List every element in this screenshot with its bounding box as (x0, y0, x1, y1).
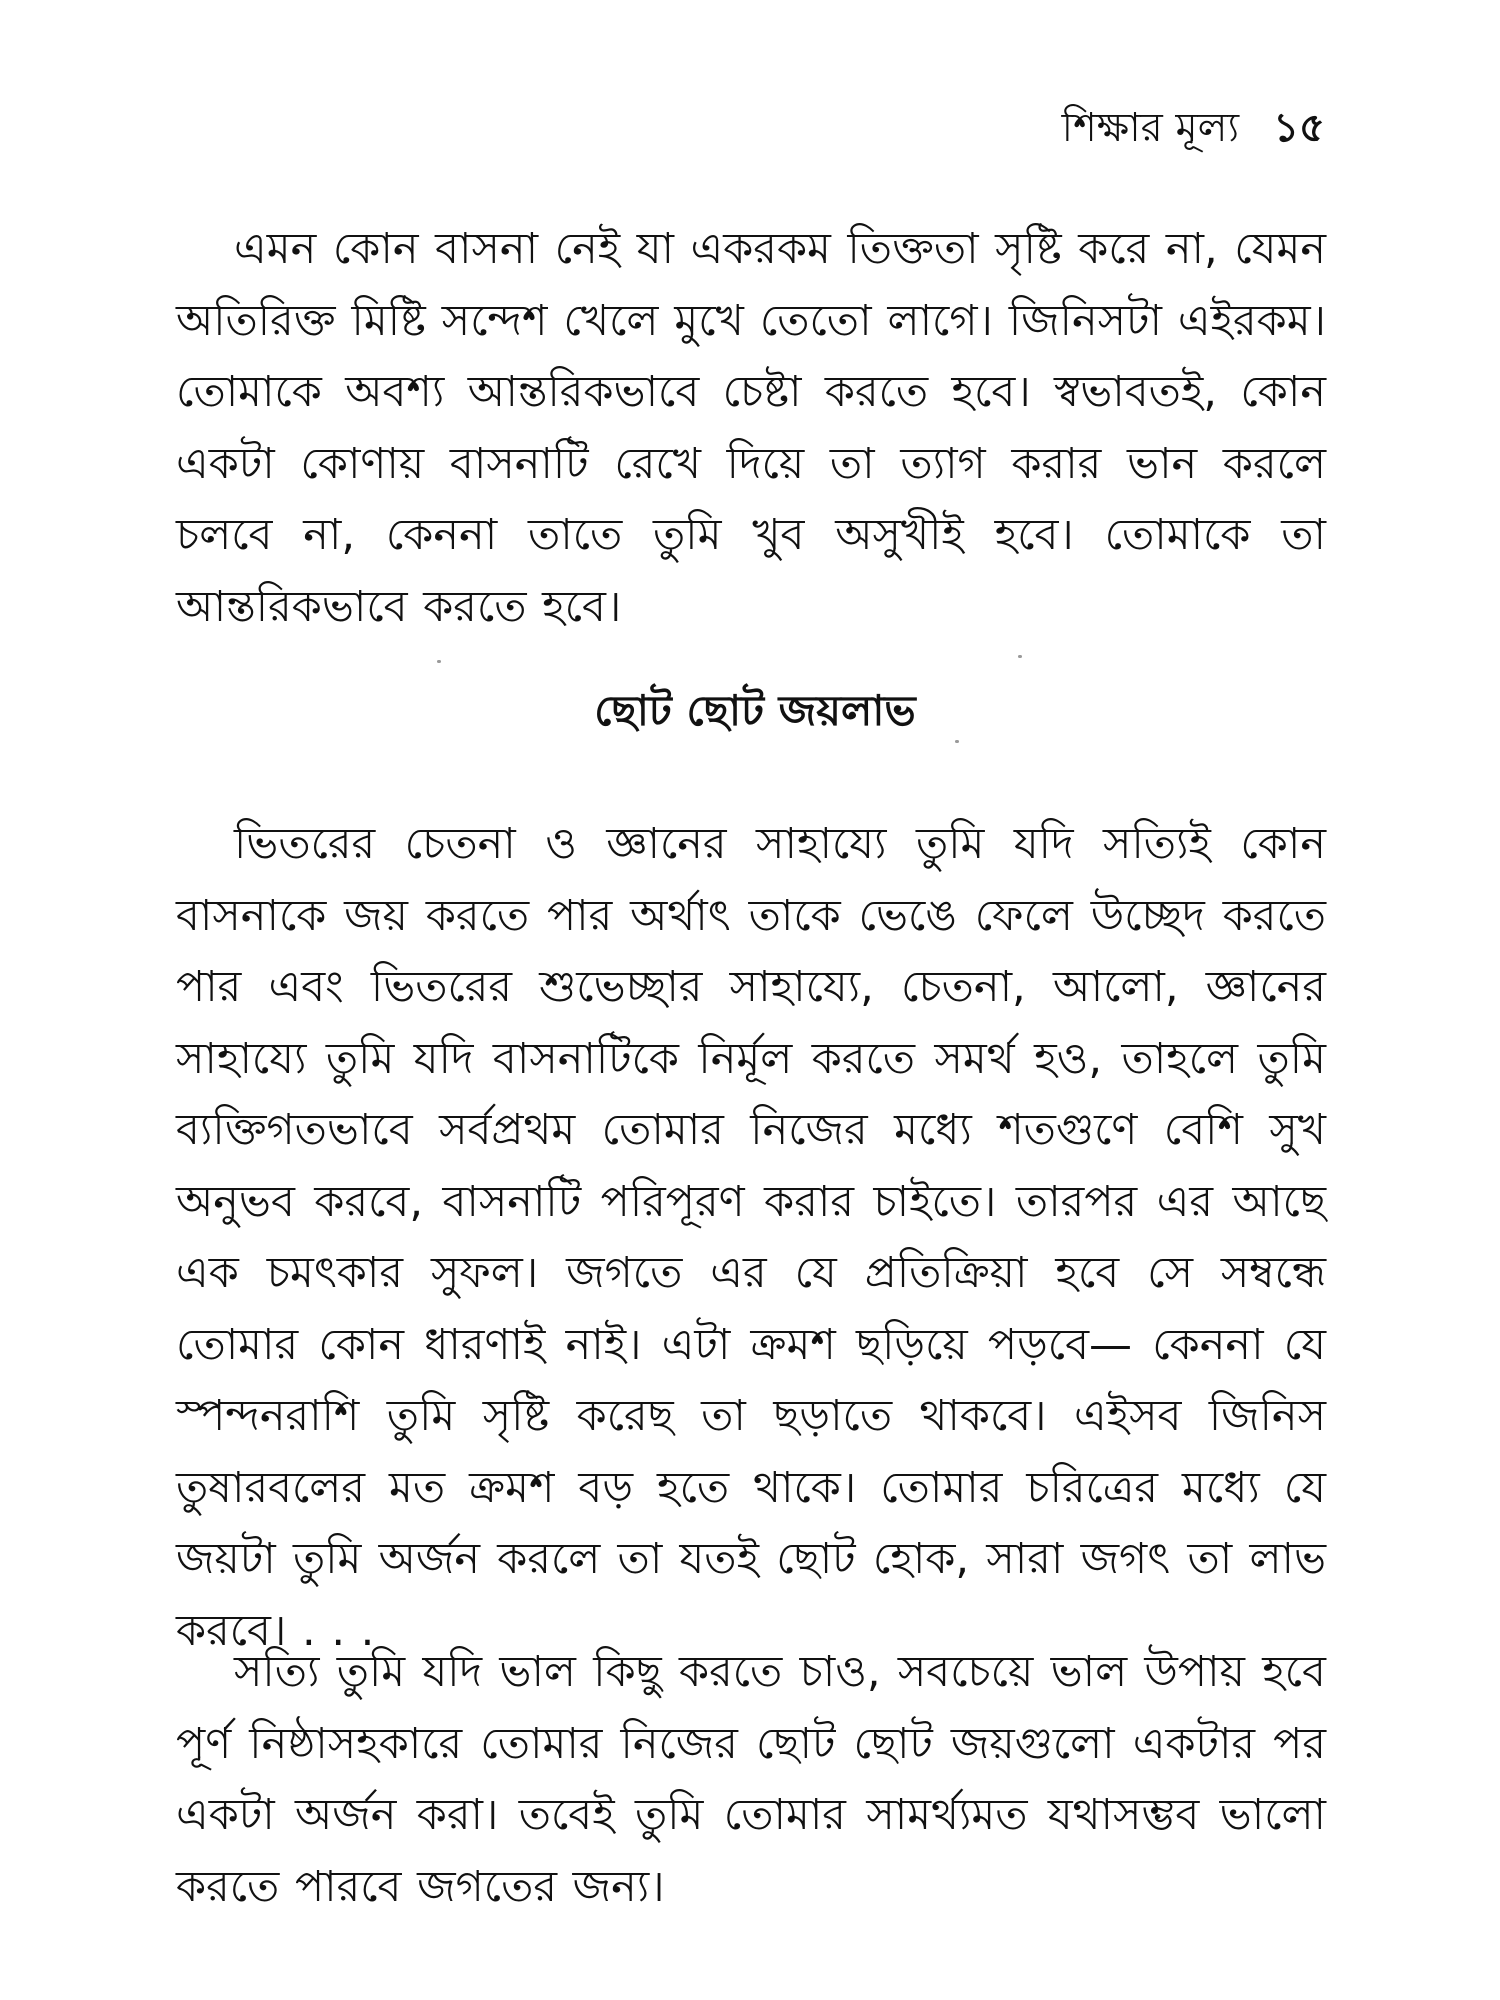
paragraph: ভিতরের চেতনা ও জ্ঞানের সাহায্যে তুমি যদি সত্যিই কোন বাসনাকে জয় করতে পার অর্থাৎ তাকে ভেঙে ফেলে উচ্ছেদ করতে পার এবং ভিতরের শুভেচ্ছার সাহায্যে, চেতনা, আলো, জ্ঞানের সাহায্যে তুমি যদি বাসনাটিকে নির্মূল করতে সমর্থ হও, তাহলে তুমি ব্যক্তিগতভাবে সর্বপ্রথম তোমার নিজের মধ্যে শতগুণে বেশি সুখ অনুভব করবে, বাসনাটি পরিপূরণ করার চাইতে। তারপর এর আছে এক চমৎকার সুফল। জগতে এর যে প্রতিক্রিয়া হবে সে সম্বন্ধে তোমার কোন ধারণাই নাই। এটা ক্রমশ ছড়িয়ে পড়বে— কেননা যে স্পন্দনরাশি তুমি সৃষ্টি করেছ তা ছড়াতে থাকবে। এইসব জিনিস তুষারবলের মত ক্রমশ বড় হতে থাকে। তোমার চরিত্রের মধ্যে যে জয়টা তুমি অর্জন করলে তা যতই ছোট হোক, সারা জগৎ তা লাভ করবে। . . . (176, 819, 1326, 1656)
scan-speck (437, 660, 441, 663)
running-head (1061, 105, 1325, 151)
paragraph: এমন কোন বাসনা নেই যা একরকম তিক্ততা সৃষ্টি করে না, যেমন অতিরিক্ত মিষ্টি সন্দেশ খেলে মুখে তেতো লাগে। জিনিসটা এইরকম। তোমাকে অবশ্য আন্তরিকভাবে চেষ্টা করতে হবে। স্বভাবতই, কোন একটা কোণায় বাসনাটি রেখে দিয়ে তা ত্যাগ করার ভান করলে চলবে না, কেননা তাতে তুমি খুব অসুখীই হবে। তোমাকে তা আন্তরিকভাবে করতে হবে। (176, 224, 1326, 632)
running-head-title: শিক্ষার মূল্য (1061, 105, 1240, 151)
scan-speck (955, 740, 959, 743)
page-number: ১৫ (1273, 105, 1325, 151)
body-text-bottom (176, 809, 1326, 1667)
paragraph: সত্যি তুমি যদি ভাল কিছু করতে চাও, সবচেয়ে ভাল উপায় হবে পূর্ণ নিষ্ঠাসহকারে তোমার নিজের ছোট ছোট জয়গুলো একটার পর একটা অর্জন করা। তবেই তুমি তোমার সামর্থ্যমত যথাসম্ভব ভালো করতে পারবে জগতের জন্য। (176, 1647, 1326, 1912)
scan-speck (1018, 655, 1022, 658)
body-text-closing (176, 1637, 1326, 1923)
section-heading: ছোট ছোট জয়লাভ (594, 686, 916, 735)
body-text-top (176, 214, 1326, 643)
